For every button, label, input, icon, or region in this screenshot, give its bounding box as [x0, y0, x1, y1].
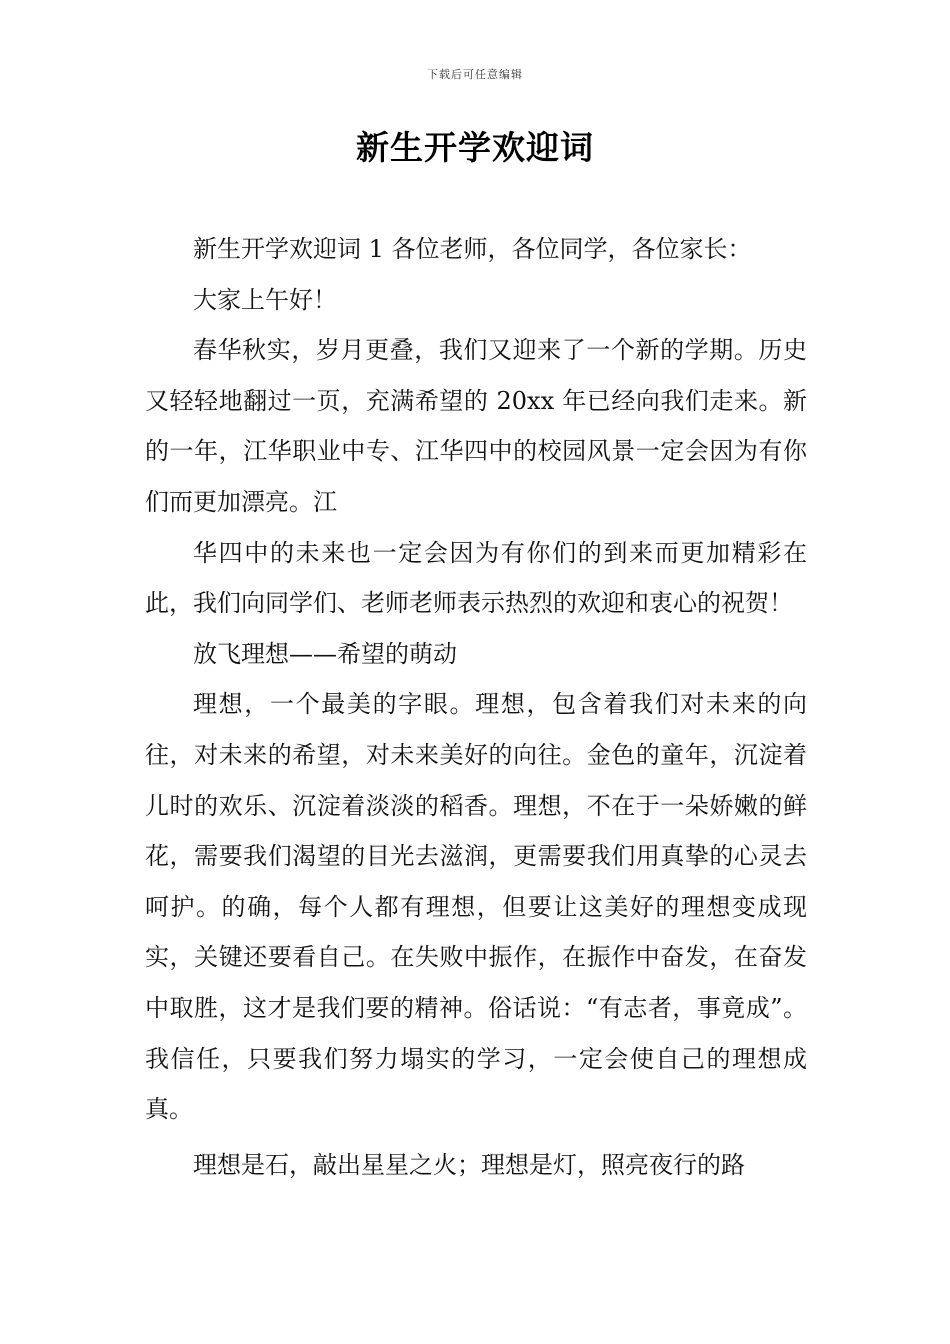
paragraph: 新生开学欢迎词 1 各位老师，各位同学，各位家长：: [193, 235, 752, 263]
paragraph: 理想，一个最美的字眼。理想，包含着我们对未来的向往，对未来的希望，对未来美好的向往。金色的童年，沉淀着儿时的欢乐、沉淀着淡淡的稻香。理想，不在于一朵娇嫩的鲜花，需要我们渴望的目光去滋润，更需要我们用真挚的心灵去呵护。的确，每个人都有理想，但要让这美好的理想变成现实，关键还要看自己。在失败中振作，在振作中奋发，在奋发中取胜，这才是我们要的精神。俗话说：“有志者，事竟成”。我信任，只要我们努力塌实的学习，一定会使自己的理想成真。: [145, 690, 807, 1124]
document-body: [145, 224, 807, 1190]
paragraph: 华四中的未来也一定会因为有你们的到来而更加精彩在此，我们向同学们、老师老师表示热烈的欢迎和衷心的祝贺！: [145, 538, 807, 618]
paragraph: 放飞理想——希望的萌动: [193, 639, 457, 668]
document-title: 新生开学欢迎词: [356, 128, 594, 167]
paragraph: 大家上午好！: [193, 285, 337, 314]
paragraph: 理想是石，敲出星星之火；理想是灯，照亮夜行的路: [193, 1150, 745, 1179]
paragraph: 春华秋实，岁月更叠，我们又迎来了一个新的学期。历史又轻轻地翻过一页，充满希望的 20xx 年已经向我们走来。新的一年，江华职业中专、江华四中的校园风景一定会因为有你们而更加漂亮。江: [145, 336, 807, 516]
header-note: 下载后可任意编辑: [427, 68, 523, 81]
